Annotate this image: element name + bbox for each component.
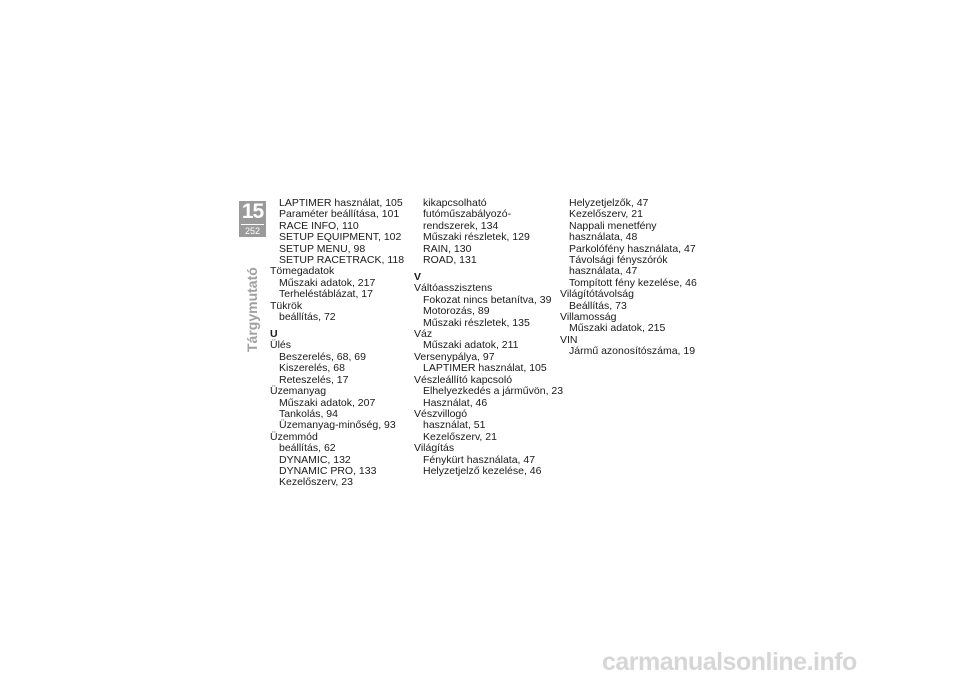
- page-number: 252: [244, 226, 261, 236]
- index-entry: VIN: [560, 333, 578, 346]
- index-subentry: Jármű azonosítószáma, 19: [569, 345, 696, 358]
- index-subentry: Távolsági fényszórók: [569, 254, 668, 267]
- index-subentry: Műszaki adatok, 211: [423, 339, 519, 352]
- index-subentry: RAIN, 130: [423, 242, 472, 255]
- index-subentry: DYNAMIC, 132: [279, 453, 351, 466]
- index-subentry: beállítás, 62: [279, 442, 336, 455]
- index-subentry: Beszerelés, 68, 69: [279, 350, 366, 363]
- index-subentry: Kiszerelés, 68: [279, 362, 345, 375]
- index-subentry: Parkolófény használata, 47: [569, 242, 696, 255]
- index-subentry: használat, 51: [423, 419, 486, 432]
- index-subentry: Motorozás, 89: [423, 305, 490, 318]
- index-subentry: Helyzetjelző kezelése, 46: [423, 464, 542, 477]
- index-subentry: RACE INFO, 110: [279, 219, 359, 232]
- index-subentry: SETUP EQUIPMENT, 102: [279, 231, 402, 244]
- index-subentry: Kezelőszerv, 21: [569, 208, 643, 221]
- index-subentry: Üzemanyag-minőség, 93: [279, 419, 396, 432]
- index-subentry: Tompított fény kezelése, 46: [569, 276, 697, 289]
- index-entry: Vészleállító kapcsoló: [414, 373, 513, 386]
- index-subentry: Tankolás, 94: [279, 407, 338, 420]
- index-subentry: Műszaki részletek, 135: [423, 316, 530, 329]
- index-entry: Váltóasszisztens: [414, 282, 493, 295]
- index-subentry: Terheléstáblázat, 17: [279, 288, 373, 301]
- index-entry: Világítás: [414, 442, 455, 455]
- index-entry: Tömegadatok: [270, 265, 335, 278]
- index-entry: Versenypálya, 97: [414, 350, 495, 363]
- chapter-divider: [241, 224, 264, 225]
- index-entry: Ülés: [270, 339, 292, 352]
- index-entry: Vészvillogó: [414, 407, 468, 420]
- index-subentry: rendszerek, 134: [423, 219, 499, 232]
- index-entry: Üzemmód: [270, 430, 318, 443]
- watermark: carmanualsonline.info: [602, 648, 857, 676]
- index-subentry: Fokozat nincs betanítva, 39: [423, 293, 552, 306]
- index-subentry: Műszaki adatok, 207: [279, 396, 376, 409]
- index-subentry: Reteszelés, 17: [279, 373, 349, 386]
- chapter-tab: [239, 201, 266, 237]
- index-subentry: Kezelőszerv, 21: [423, 430, 497, 443]
- index-subentry: Kezelőszerv, 23: [279, 476, 353, 489]
- index-entry: Üzemanyag: [270, 385, 327, 398]
- index-subentry: Fénykürt használata, 47: [423, 453, 536, 466]
- index-column-2: [414, 198, 564, 477]
- index-subentry: SETUP MENU, 98: [279, 242, 366, 255]
- index-subentry: Műszaki adatok, 215: [569, 322, 666, 335]
- chapter-title: Tárgymutató: [244, 267, 260, 352]
- index-entry: Tükrök: [270, 299, 303, 312]
- index-subentry: SETUP RACETRACK, 118: [279, 254, 405, 267]
- chapter-number: 15: [241, 201, 264, 223]
- index-subentry: Műszaki részletek, 129: [423, 231, 530, 244]
- index-letter-heading: U: [270, 328, 278, 341]
- index-letter-heading: V: [414, 271, 422, 284]
- index-subentry: DYNAMIC PRO, 133: [279, 464, 377, 477]
- index-entry: Villamosság: [560, 311, 617, 324]
- index-column-3: [560, 198, 710, 358]
- index-column-1: [270, 198, 420, 489]
- index-subentry: Beállítás, 73: [569, 299, 627, 312]
- index-subentry: ROAD, 131: [423, 254, 477, 267]
- index-entry: Világítótávolság: [560, 288, 634, 301]
- index-subentry: Használat, 46: [423, 396, 488, 409]
- index-subentry: Elhelyezkedés a járművön, 23: [423, 385, 564, 398]
- index-subentry: használata, 47: [569, 265, 638, 278]
- index-subentry: Paraméter beállítása, 101: [279, 208, 400, 221]
- index-entry: Váz: [414, 328, 433, 341]
- index-subentry: futóműszabályozó-: [423, 208, 512, 221]
- index-subentry: használata, 48: [569, 231, 638, 244]
- index-subentry: LAPTIMER használat, 105: [423, 362, 547, 375]
- index-subentry: Helyzetjelzők, 47: [569, 197, 649, 209]
- index-subentry: kikapcsolható: [423, 197, 487, 209]
- index-subentry: beállítás, 72: [279, 311, 336, 324]
- index-subentry: Nappali menetfény: [569, 219, 657, 232]
- index-subentry: LAPTIMER használat, 105: [279, 197, 403, 209]
- index-subentry: Műszaki adatok, 217: [279, 276, 376, 289]
